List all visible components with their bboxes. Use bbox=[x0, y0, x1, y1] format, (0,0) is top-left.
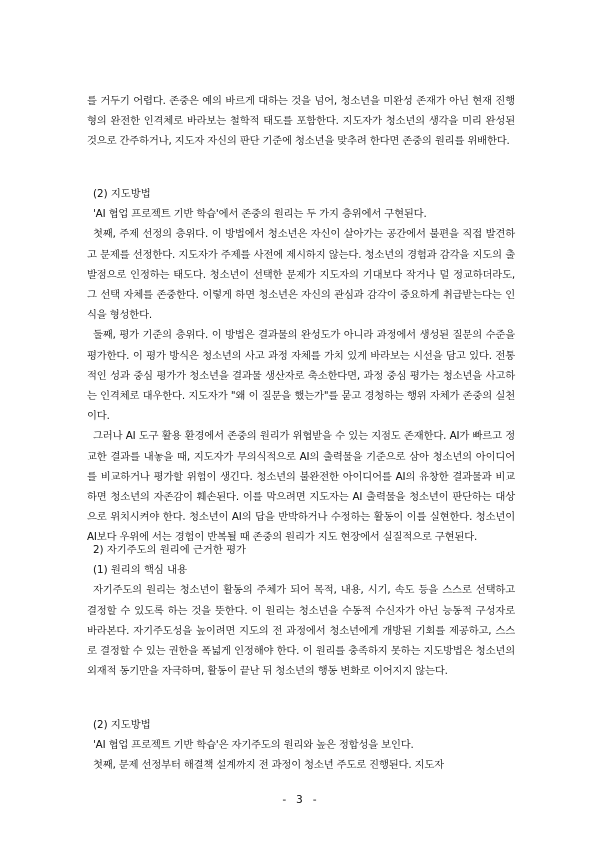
section-heading: (2) 지도방법 bbox=[93, 188, 151, 200]
body-paragraph: 그러나 AI 도구 활용 환경에서 존중의 원리가 위협받을 수 있는 지점도 존재한다. AI가 빠르고 정교한 결과를 내놓을 때, 지도자가 무의식적으로 AI의 출력물을 기준으로 삼아 청소년의 아이디어를 비교하거나 평가할 위험이 생긴다. 청소년의 불완전한 아이디어를 AI의 유창한 결과물과 비교하면 청소년의 자존감이 훼손된다. 이를 막으려면 지도자는 AI 출력물을 청소년이 판단하는 대상으로 위치시켜야 한다. 청소년이 AI의 답을 반박하거나 수정하는 활동이 이를 실현한다. 청소년이 AI보다 우위에 서는 경험이 반복될 때 존중의 원리가 지도 현장에서 실질적으로 구현된다. bbox=[87, 430, 515, 544]
body-paragraph: 'AI 협업 프로젝트 기반 학습'에서 존중의 원리는 두 가지 층위에서 구현된다. bbox=[93, 208, 427, 221]
body-paragraph: 'AI 협업 프로젝트 기반 학습'은 자기주도의 원리와 높은 정합성을 보인다. bbox=[93, 739, 414, 752]
section-heading: (2) 지도방법 bbox=[93, 719, 151, 731]
section-heading: (1) 원리의 핵심 내용 bbox=[93, 564, 188, 577]
section-heading: 2) 자기주도의 원리에 근거한 평가 bbox=[93, 544, 246, 556]
text-section bbox=[87, 91, 515, 152]
body-paragraph: 자기주도의 원리는 청소년이 활동의 주체가 되어 목적, 내용, 시기, 속도 등을 스스로 선택하고 결정할 수 있도록 하는 것을 뜻한다. 이 원리는 청소년을 수동적 수신자가 아닌 능동적 구성자로 바라본다. 자기주도성을 높이려면 지도의 전 과정에서 청소년에게 개방된 기회를 제공하고, 스스로 결정할 수 있는 권한을 폭넓게 인정해야 한다. 이 원리를 충족하지 못하는 지도방법은 청소년의 외재적 동기만을 자극하며, 활동이 끝난 뒤 청소년의 행동 변화로 이어지지 않는다. bbox=[87, 584, 515, 678]
body-paragraph: 둘째, 평가 기준의 층위다. 이 방법은 결과물의 완성도가 아니라 과정에서 생성된 질문의 수준을 평가한다. 이 평가 방식은 청소년의 사고 과정 자체를 가치 있게 바라보는 시선을 담고 있다. 전통적인 성과 중심 평가가 청소년을 결과물 생산자로 축소한다면, 과정 중심 평가는 청소년을 사고하는 인격체로 대우한다. 지도자가 "왜 이 질문을 했는가"를 묻고 경청하는 행위 자체가 존중의 실천이다. bbox=[87, 329, 515, 423]
body-paragraph: 를 거두기 어렵다. 존중은 예의 바르게 대하는 것을 넘어, 청소년을 미완성 존재가 아닌 현재 진행형의 완전한 인격체로 바라보는 철학적 태도를 포함한다. 지도자가 청소년의 생각을 미리 완성된 것으로 간주하거나, 지도자 자신의 판단 기준에 청소년을 맞추려 한다면 존중의 원리를 위배한다. bbox=[87, 95, 515, 148]
text-section bbox=[87, 540, 515, 681]
text-section bbox=[87, 184, 515, 548]
page-number: - 3 - bbox=[280, 793, 320, 806]
body-paragraph: 첫째, 주제 선정의 층위다. 이 방법에서 청소년은 자신이 살아가는 공간에서 불편을 직접 발견하고 문제를 선정한다. 지도자가 주제를 사전에 제시하지 않는다. 청소년의 경험과 감각을 지도의 출발점으로 인정하는 태도다. 청소년이 선택한 문제가 지도자의 기대보다 작거나 덜 정교하더라도, 그 선택 자체를 존중한다. 이렇게 하면 청소년은 자신의 관심과 감각이 중요하게 취급받는다는 인식을 형성한다. bbox=[87, 228, 515, 322]
body-paragraph: 첫째, 문제 선정부터 해결책 설계까지 전 과정이 청소년 주도로 진행된다. 지도자 bbox=[93, 759, 444, 772]
text-section bbox=[87, 715, 515, 776]
